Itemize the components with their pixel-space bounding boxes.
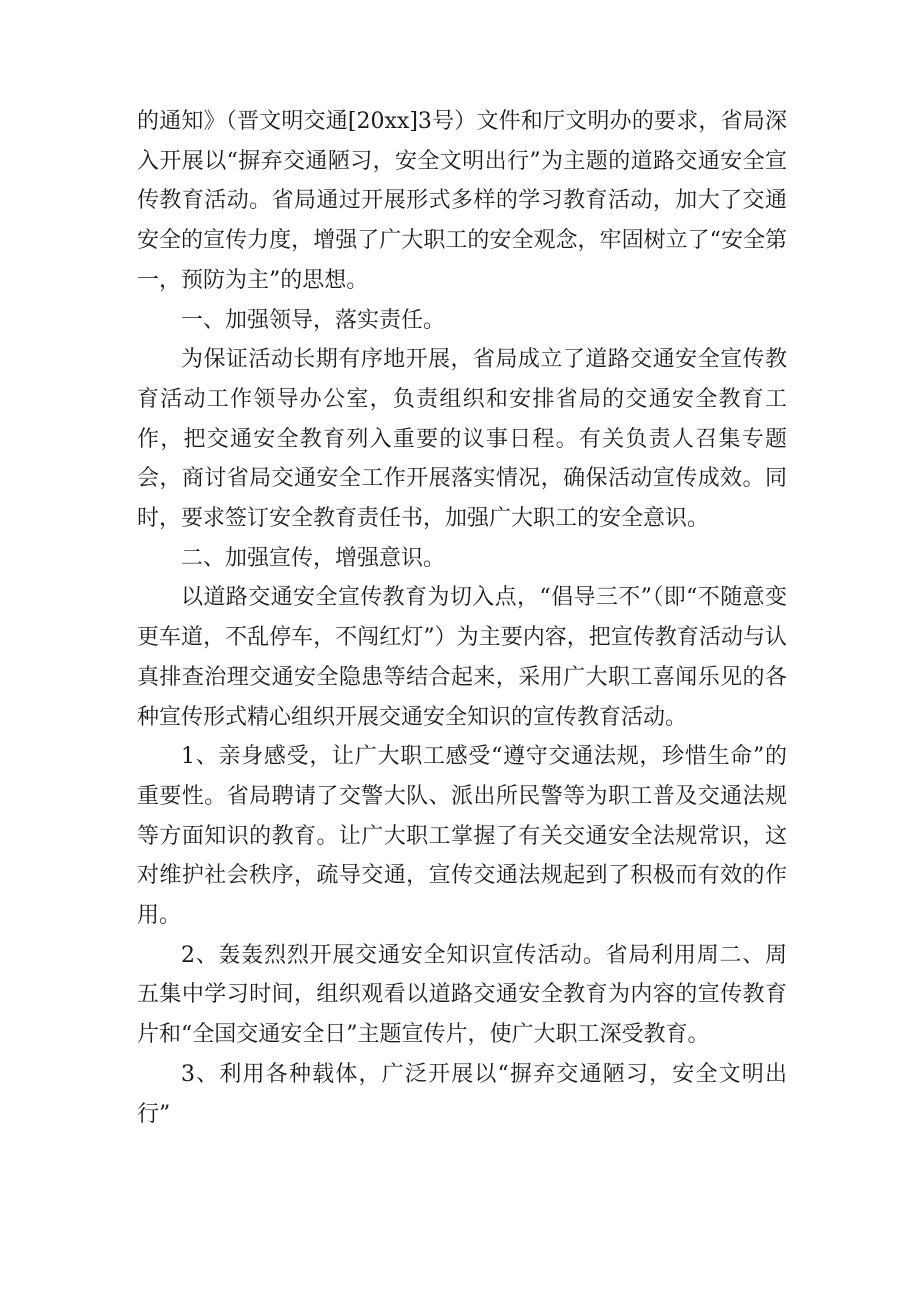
section-heading-publicity: 二、加强宣传，增强意识。 xyxy=(181,545,446,571)
document-page xyxy=(137,102,787,1134)
paragraph-intro-continued: 的通知》（晋文明交通[20xx]3号）文件和厅文明办的要求，省局深入开展以“摒弃交通陋习，安全文明出行”为主题的道路交通安全宣传教育活动。省局通过开展形式多样的学习教育活动，加大了交通安全的宣传力度，增强了广大职工的安全观念，牢固树立了“安全第一，预防为主”的思想。 xyxy=(137,109,787,293)
paragraph-publicity: 以道路交通安全宣传教育为切入点，“倡导三不”（即“不随意变更车道，不乱停车，不闯红灯”）为主要内容，把宣传教育活动与认真排查治理交通安全隐患等结合起来，采用广大职工喜闻乐见的各种宣传形式精心组织开展交通安全知识的宣传教育活动。 xyxy=(137,585,787,730)
paragraph-item-2: 2、轰轰烈烈开展交通安全知识宣传活动。省局利用周二、周五集中学习时间，组织观看以道路交通安全教育为内容的宣传教育片和“全国交通安全日”主题宣传片，使广大职工深受教育。 xyxy=(137,942,787,1048)
paragraph-item-1: 1、亲身感受，让广大职工感受“遵守交通法规，珍惜生命”的重要性。省局聘请了交警大队、派出所民警等为职工普及交通法规等方面知识的教育。让广大职工掌握了有关交通安全法规常识，这对维护社会秩序，疏导交通，宣传交通法规起到了积极而有效的作用。 xyxy=(137,744,787,929)
paragraph-item-3: 3、利用各种载体，广泛开展以“摒弃交通陋习，安全文明出行” xyxy=(137,1061,787,1127)
paragraph-leadership: 为保证活动长期有序地开展，省局成立了道路交通安全宣传教育活动工作领导办公室，负责组织和安排省局的交通安全教育工作，把交通安全教育列入重要的议事日程。有关负责人召集专题会，商讨省局交通安全工作开展落实情况，确保活动宣传成效。同时，要求签订安全教育责任书，加强广大职工的安全意识。 xyxy=(137,347,787,532)
section-heading-leadership: 一、加强领导，落实责任。 xyxy=(181,307,446,333)
